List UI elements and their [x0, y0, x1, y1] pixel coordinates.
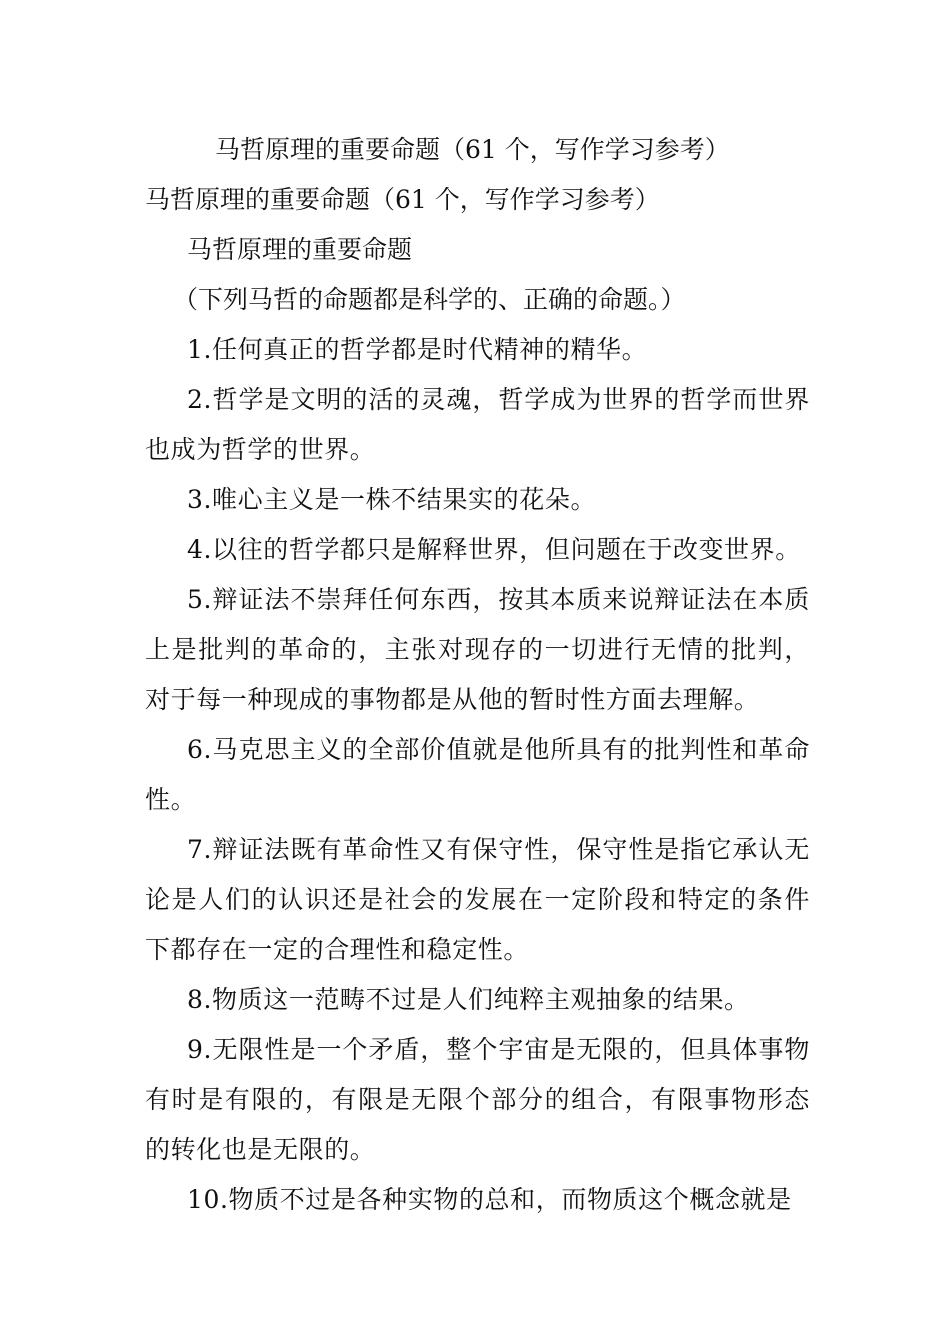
- document-title-repeat: 马哲原理的重要命题（61 个，写作学习参考）: [145, 185, 660, 214]
- document-title: 马哲原理的重要命题（61 个，写作学习参考）: [215, 135, 730, 164]
- proposition-item-5: 5.辩证法不崇拜任何东西，按其本质来说辩证法在本质上是批判的革命的，主张对现存的一切进行无情的批判，对于每一种现成的事物都是从他的暂时性方面去理解。: [145, 585, 810, 714]
- proposition-item-9: 9.无限性是一个矛盾，整个宇宙是无限的，但具体事物有时是有限的，有限是无限个部分的组合，有限事物形态的转化也是无限的。: [145, 1035, 810, 1164]
- proposition-item-4: 4.以往的哲学都只是解释世界，但问题在于改变世界。: [187, 535, 801, 564]
- proposition-item-10: 10.物质不过是各种实物的总和，而物质这个概念就是: [187, 1185, 792, 1214]
- proposition-item-1: 1.任何真正的哲学都是时代精神的精华。: [187, 335, 648, 364]
- section-note: （下列马哲的命题都是科学的、正确的命题。）: [173, 285, 686, 314]
- proposition-item-6: 6.马克思主义的全部价值就是他所具有的批判性和革命性。: [145, 735, 810, 814]
- proposition-item-8: 8.物质这一范畴不过是人们纯粹主观抽象的结果。: [187, 985, 750, 1014]
- section-heading: 马哲原理的重要命题: [187, 235, 413, 264]
- proposition-item-2: 2.哲学是文明的活的灵魂，哲学成为世界的哲学而世界也成为哲学的世界。: [145, 385, 810, 464]
- proposition-item-7: 7.辩证法既有革命性又有保守性，保守性是指它承认无论是人们的认识还是社会的发展在一定阶段和特定的条件下都存在一定的合理性和稳定性。: [145, 835, 810, 964]
- proposition-item-3: 3.唯心主义是一株不结果实的花朵。: [187, 485, 597, 514]
- document-body: [145, 125, 810, 1225]
